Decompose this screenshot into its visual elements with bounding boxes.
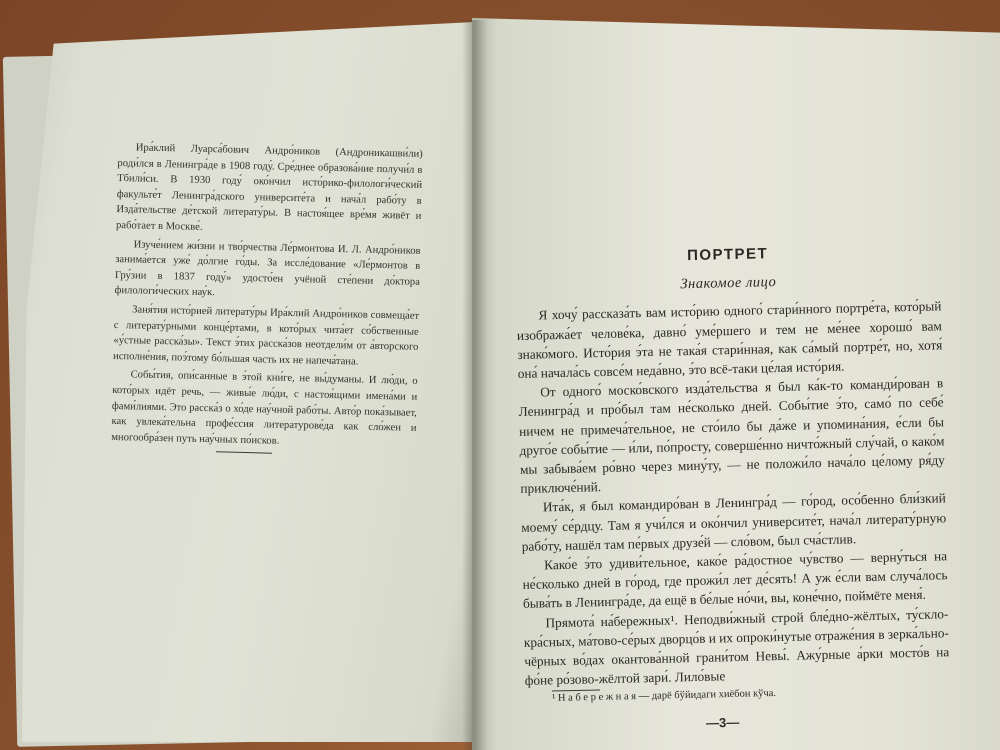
bio-paragraph: Заня́тия исто́рией литерату́ры Ира́клий Андро́ников совмеща́ет с литерату́рными конце́ртами, в кото́рых чита́ет со́бственные «у́стные расска́зы». Текст э́тих расска́зов неотдели́м от а́вторского исполне́ния, поэ́тому бо́льшая часть их не напеча́тана. <box>112 304 420 368</box>
chapter-text <box>515 240 950 690</box>
book-gutter <box>462 20 488 750</box>
bio-paragraph: Изуче́нием жи́зни и тво́рчества Ле́рмонтова И. Л. Андро́ников занима́ется уже́ до́лгие го́ды. За иссле́дование «Ле́рмонтов в Гру́зии в 1837 году́» удосто́ен учёной сте́пени до́ктора филологи́ческих нау́к. <box>114 238 421 299</box>
bio-paragraph: Ира́клий Луарса́бович Андро́ников (Андроникашви́ли) роди́лся в Ленингра́де в 1908 году́. Сре́днее образова́ние получи́л в Тбили́си. В 1930 году́ око́нчил исто́рико-филологи́ческий факульте́т Ленингра́дского университе́та и нача́л рабо́ту в Изда́тельстве де́тской литерату́ры. В настоя́щее вре́мя живёт и рабо́тает в Москве́. <box>115 142 423 233</box>
author-bio <box>111 140 423 455</box>
body-paragraph: От одного́ моско́вского изда́тельства я был ка́к-то команди́рован в Ленингра́д и про́был там не́сколько дней. Собы́тие э́то, само́ по себе́ ничем не примеча́тельное, не сто́ило бы да́же и упомина́ния, е́сли бы друго́е собы́тие — и́ли, по́просту, соверше́нно ничто́жный слу́чай, о како́м мы забыва́ем ро́вно через мину́ту, — не положи́ло нача́ло це́лому ря́ду приключе́ний. <box>518 375 946 497</box>
body-paragraph: Я хочу́ рассказа́ть вам исто́рию одного́ стари́нного портре́та, кото́рый изобража́ет челове́ка, давно́ уме́ршего и тем не ме́нее хорошо́ вам знако́мого. Исто́рия э́та не така́я стари́нная, как са́мый портре́т, но, хотя́ она́ начала́сь совсе́м неда́вно, э́то всё-таки це́лая исто́рия. <box>516 298 943 381</box>
body-paragraph: Ита́к, я был командиро́ван в Ленингра́д — го́род, осо́бенно бли́зкий моему́ се́рдцу. Там я учи́лся и око́нчил университе́т, нача́л литерату́рную рабо́ту, нашёл там пе́рвых друзе́й — сло́вом, был сча́стлив. <box>521 490 947 554</box>
chapter-subtitle: Знакомое лицо <box>680 274 777 293</box>
bio-paragraph: Собы́тия, опи́санные в э́той кни́ге, не вы́думаны. И лю́ди, о кото́рых идёт речь, — живы́е лю́ди, с настоя́щими имена́ми и фами́лиями. Это расска́з о хо́де нау́чной рабо́ты. Авто́р пока́зывает, как увлека́тельна профе́ссия литературове́да как сло́жен и многообра́зен путь нау́чных по́исков. <box>111 369 418 447</box>
footnote: ¹ Н а б е р е ж н а я — дарё бўйидаги хиёбон кўча. <box>552 687 777 704</box>
body-paragraph: Прямота́ на́бережных¹. Неподви́жный строй бле́дно-жёлтых, ту́скло-кра́сных, ма́тово-се́рых дворцо́в и их опроки́нутые отраже́ния в зерка́льно-чёрных во́дах окантова́нной грани́том Невы́. Ажу́рные а́рки мосто́в на фо́не ро́зово-жёлтой зари́. Лило́вые <box>523 605 950 689</box>
page-number: —3— <box>705 714 740 731</box>
chapter-title: ПОРТРЕТ <box>686 245 769 265</box>
body-paragraph: Како́е э́то удиви́тельное, како́е ра́достное чу́вство — верну́ться на не́сколько дней в го́род, где прожи́л лет де́сять! А уж е́сли вам случа́лось быва́ть в Ленингра́де, да ещё в бе́лые но́чи, вы, коне́чно, поймёте меня́. <box>522 548 948 612</box>
